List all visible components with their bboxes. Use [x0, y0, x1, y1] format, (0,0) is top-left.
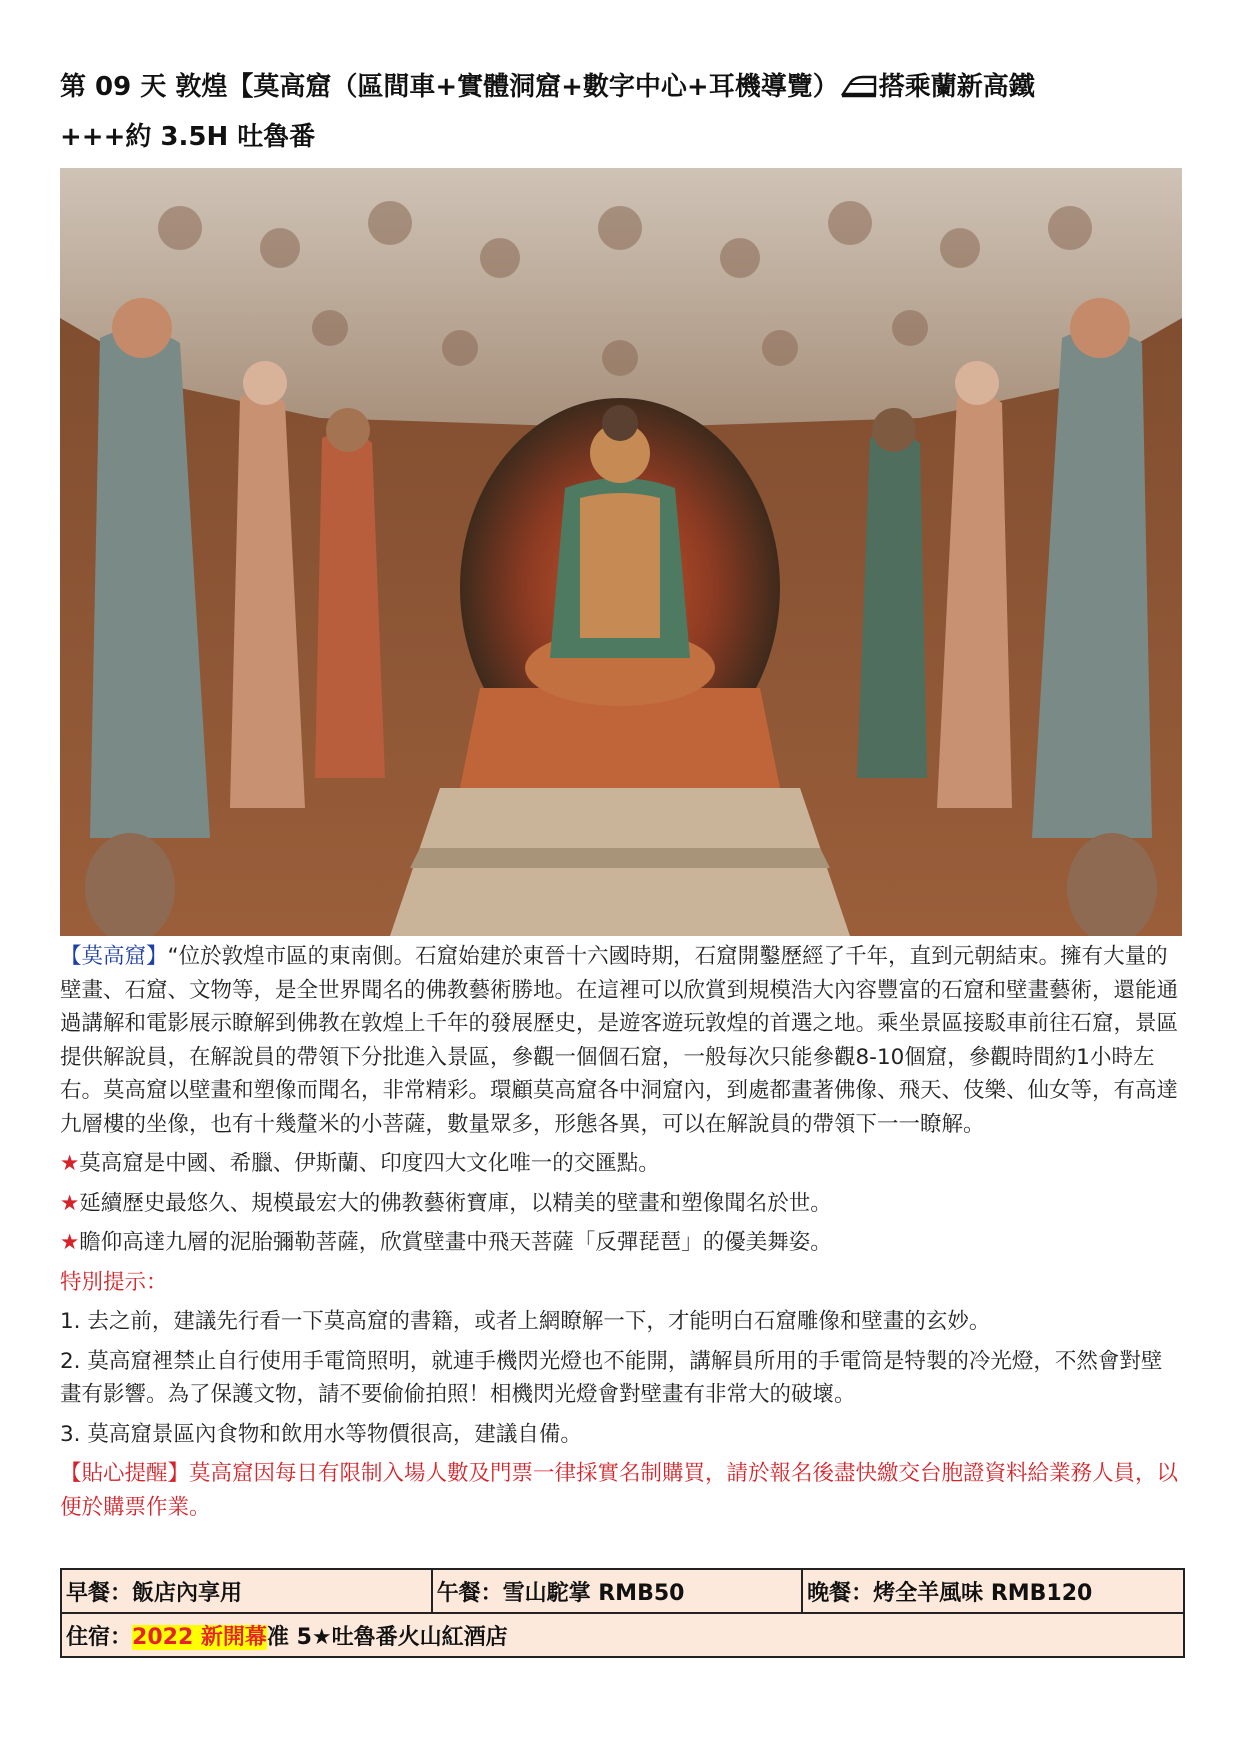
tips-heading: 特別提示： [60, 1269, 168, 1295]
day-title [60, 62, 1190, 162]
tip-item: 2. 莫高窟裡禁止自行使用手電筒照明，就連手機閃光燈也不能開，講解員所用的手電筒是特製的冷光燈，不然會對壁畫有影響。為了保護文物，請不要偷偷拍照！相機閃光燈會對壁畫有非常大的破壞。 [60, 1348, 1163, 1407]
highlight-item: ★延續歷史最悠久、規模最宏大的佛教藝術寶庫，以精美的壁畫和塑像聞名於世。 [60, 1190, 832, 1216]
mogao-cave-buddha-statues-photo [60, 168, 1182, 936]
hotel-name: 准 5★吐魯番火山紅酒店 [266, 1624, 508, 1650]
hotel-cell [61, 1613, 1184, 1657]
highlight-item: ★莫高窟是中國、希臘、伊斯蘭、印度四大文化唯一的交匯點。 [60, 1151, 660, 1176]
intro-label: 【莫高窟】 [60, 944, 168, 969]
hotel-new-badge: 2022 新開幕 [132, 1624, 267, 1650]
meals-table [60, 1568, 1185, 1658]
reminder-text: 【貼心提醒】莫高窟因每日有限制入場人數及門票一律採實名制購買，請於報名後盡快繳交台胞證資料給業務人員，以便於購票作業。 [60, 1461, 1179, 1520]
highlight-item: ★瞻仰高達九層的泥胎彌勒菩薩，欣賞壁畫中飛天菩薩「反彈琵琶」的優美舞姿。 [60, 1230, 832, 1255]
dinner-cell: 晚餐：烤全羊風味 RMB120 [802, 1569, 1184, 1613]
hotel-label: 住宿： [66, 1624, 133, 1650]
day-title-line2: +++約 3.5H 吐魯番 [60, 122, 316, 152]
train-icon [841, 74, 877, 98]
star-icon: ★ [60, 1151, 80, 1176]
star-icon: ★ [60, 1190, 80, 1216]
day-title-part1: 第 09 天 敦煌【莫高窟（區間車+實體洞窟+數字中心+耳機導覽） [60, 72, 839, 102]
meals-row [61, 1569, 1184, 1613]
intro-paragraph [60, 940, 1182, 1141]
mogao-cave-photo [60, 168, 1182, 936]
tip-item: 1. 去之前，建議先行看一下莫高窟的書籍，或者上網瞭解一下，才能明白石窟雕像和壁畫的玄妙。 [60, 1309, 991, 1334]
hotel-row [61, 1613, 1184, 1657]
body-text [60, 940, 1182, 1524]
breakfast-cell: 早餐：飯店內享用 [61, 1569, 432, 1613]
intro-text: “位於敦煌市區的東南側。石窟始建於東晉十六國時期，石窟開鑿歷經了千年，直到元朝結束。擁有大量的壁畫、石窟、文物等，是全世界聞名的佛教藝術勝地。在這裡可以欣賞到規模浩大內容豐富的石窟和壁畫藝術，還能通過講解和電影展示瞭解到佛教在敦煌上千年的發展歷史，是遊客遊玩敦煌的首選之地。乘坐景區接駁車前往石窟，景區提供解說員，在解說員的帶領下分批進入景區，參觀一個個石窟，一般每次只能參觀8-10個窟，參觀時間約1小時左右。莫高窟以壁畫和塑像而聞名，非常精彩。環顧莫高窟各中洞窟內，到處都畫著佛像、飛天、伎樂、仙女等，有高達九層樓的坐像，也有十幾釐米的小菩薩，數量眾多，形態各異，可以在解說員的帶領下一一瞭解。 [60, 944, 1179, 1137]
day-title-part2: 搭乘蘭新高鐵 [878, 72, 1035, 102]
lunch-cell: 午餐：雪山駝掌 RMB50 [432, 1569, 803, 1613]
star-icon: ★ [60, 1230, 80, 1255]
tip-item: 3. 莫高窟景區內食物和飲用水等物價很高，建議自備。 [60, 1421, 582, 1447]
